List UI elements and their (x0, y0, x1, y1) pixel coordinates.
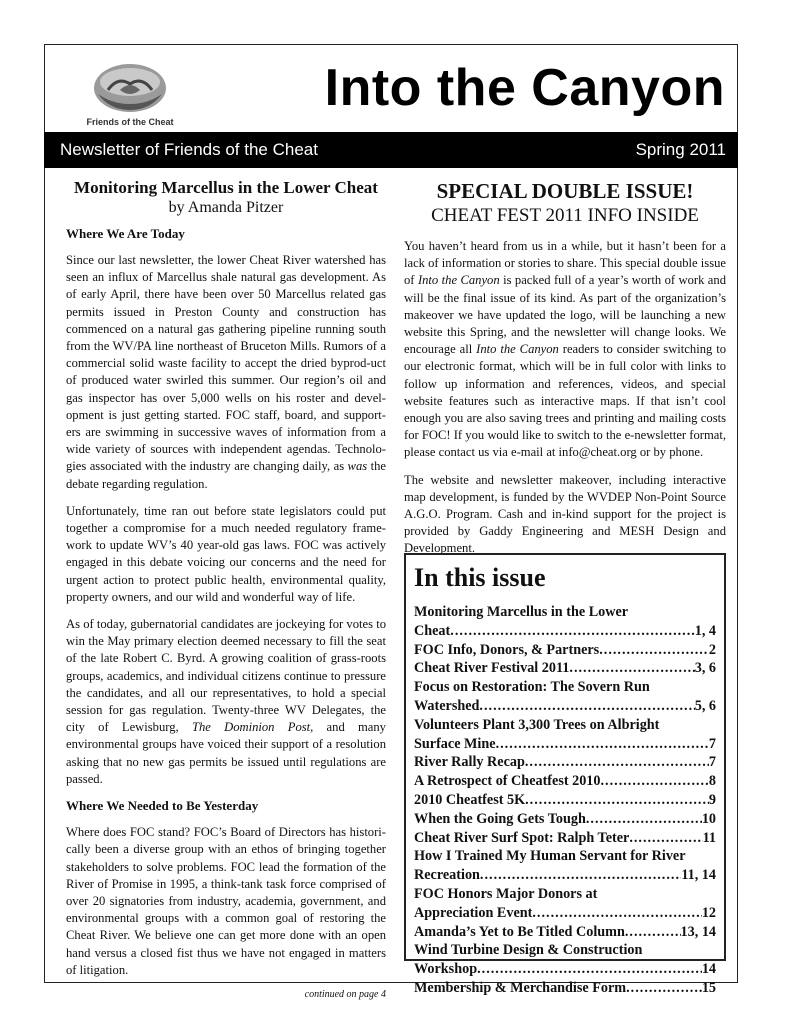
toc-entry (414, 979, 716, 998)
logo-caption: Friends of the Cheat (86, 117, 174, 127)
toc-entry-title-line: Wind Turbine Design & Construction (414, 942, 643, 959)
toc-entry-row (414, 829, 716, 848)
toc-entry-page: 7 (708, 735, 716, 752)
special-issue-article (404, 178, 726, 568)
toc-entry (414, 659, 716, 678)
toc-leader-dots (569, 659, 694, 678)
article-paragraph-4: Where does FOC stand? FOC’s Board of Directors has histori-cally been a diverse group with an ethos of bringing together stakeholders to solve problems. FOC lead the formation of the River of Promise in 1995, a think-tank task force comprised of over 20 signatories from industry, academia, government, and environmental groups with a common goal of restoring the Cheat River. We believe one can get more done with an open hand versus a closed fist thus we have not engaged in matters of litigation. (66, 825, 386, 977)
article-byline: by Amanda Pitzer (168, 199, 284, 216)
toc-entry-row (414, 923, 716, 942)
article-paragraph-3: As of today, gubernatorial candidates are jockeying for votes to win the May primary election deemed necessary to fill the seat of the late Robert C. Byrd. A growing coalition of grass-roots groups, academics, and individual citizens continue to pressure the candidates, and all our representatives, to hold a special session for gas regulation. Twenty-three WV Delegates, the city of Lewisburg, The Dominion Post, and many environmental groups have voiced their support of a resolution asking that no new gas permits be issued until regulations are passed. (66, 617, 386, 786)
toc-entry-page: 3, 6 (694, 660, 716, 677)
toc-entry-title-line: Monitoring Marcellus in the Lower (414, 604, 629, 620)
toc-entry-page: 10 (701, 810, 716, 827)
toc-entry (414, 641, 716, 660)
toc-entry-row (414, 979, 716, 998)
toc-entry (414, 716, 716, 754)
toc-entry-page: 14 (701, 961, 716, 978)
toc-entry-page: 1, 4 (694, 622, 716, 639)
special-issue-subtitle: CHEAT FEST 2011 INFO INSIDE (431, 205, 699, 226)
toc-entry (414, 885, 716, 923)
toc-entry (414, 603, 716, 641)
toc-leader-dots (629, 829, 702, 848)
article-title: Monitoring Marcellus in the Lower Cheat (74, 178, 378, 197)
toc-entry (414, 829, 716, 848)
banner-newsletter-name: Newsletter of Friends of the Cheat (60, 140, 318, 159)
toc-entry-title: Cheat River Festival 2011 (414, 660, 570, 677)
section-heading-today: Where We Are Today (66, 226, 185, 241)
toc-entry-page: 5, 6 (694, 697, 716, 714)
toc-entry-title: Recreation (414, 867, 480, 884)
toc-leader-dots (479, 697, 694, 716)
toc-entry-row (414, 735, 716, 754)
toc-entry-title-line: Focus on Restoration: The Sovern Run (414, 679, 650, 696)
section-heading-yesterday: Where We Needed to Be Yesterday (66, 798, 259, 814)
toc-leader-dots (525, 753, 709, 772)
toc-entry-title: Cheat (414, 622, 451, 639)
toc-entry-title: Watershed (414, 697, 480, 714)
toc-entry-row (414, 772, 716, 791)
toc-entry-page: 9 (708, 791, 716, 808)
toc-entry-row (414, 791, 716, 810)
toc-entry-row (414, 810, 716, 829)
toc-entry-title-line: FOC Honors Major Donors at (414, 885, 598, 902)
toc-leader-dots (496, 735, 709, 754)
toc-entry-page: 12 (701, 904, 716, 921)
special-issue-title: SPECIAL DOUBLE ISSUE! (436, 179, 694, 203)
toc-entry-row (414, 659, 716, 678)
toc-entry-title-line: How I Trained My Human Servant for River (414, 848, 686, 865)
toc-entry (414, 923, 716, 942)
toc-entry-title: 2010 Cheatfest 5K (414, 791, 526, 808)
toc-entry-title: Amanda’s Yet to Be Titled Column (414, 923, 625, 940)
toc-entry-title: Cheat River Surf Spot: Ralph Teter (414, 829, 630, 846)
toc-entry (414, 753, 716, 772)
toc-leader-dots (601, 772, 709, 791)
toc-entry (414, 847, 716, 885)
special-paragraph-1: You haven’t heard from us in a while, but it hasn’t been for a lack of information or stories to share. This special double issue of Into the Canyon is packed full of a year’s worth of work and will be the final issue of its kind. As part of the organization’s makeover we have updated the logo, will be launching a new website this Spring, and the newsletter will change looks. We encourage all Into the Canyon readers to consider switching to our electronic format, which will be in full color with links to follow up information and references, videos, and special website features such as interactive maps. If that isn’t cool enough you are also saving trees and printing and mailing costs for FOC! If you would like to switch to the e-newsletter format, please contact us via e-mail at info@cheat.org or by phone. (404, 239, 726, 460)
toc-entry-title: Appreciation Event (414, 904, 533, 921)
toc-entry-row (414, 866, 716, 885)
toc-entry (414, 772, 716, 791)
toc-entry-title: A Retrospect of Cheatfest 2010 (414, 773, 601, 790)
toc-entry-row (414, 641, 716, 660)
main-article (66, 178, 386, 1000)
toc-entry-row (414, 697, 716, 716)
special-paragraph-2: The website and newsletter makeover, including interactive map development, is funded by the WVDEP Non-Point Source A.G.O. Program. Cash and in-kind support for the project is provided by Gaddy Engineering and MESH Design and Development. (404, 472, 726, 556)
toc-leader-dots (480, 866, 681, 885)
article-paragraph-2: Unfortunately, time ran out before state legislators could put together a compromise for a much needed regulatory frame-work to update WV’s 40 year-old gas laws. FOC was actively engaged in this debate voicing our concerns and the need for urgent action to protect public health, environmental quality, property owners, and our wild and wonderful way of life. (66, 503, 386, 604)
toc-entry-title: FOC Info, Donors, & Partners (414, 641, 600, 658)
newsletter-banner (44, 132, 738, 168)
toc-entry-row (414, 960, 716, 979)
toc-entry-title-line: Volunteers Plant 3,300 Trees on Albright (414, 716, 660, 733)
toc-entry-title: Membership & Merchandise Form (414, 979, 627, 996)
toc-leader-dots (525, 791, 709, 810)
toc-entry-page: 11, 14 (681, 867, 716, 884)
toc-entry-page: 15 (701, 979, 716, 996)
toc-entry-page: 11 (702, 829, 716, 846)
toc-entry-title: When the Going Gets Tough (414, 810, 586, 827)
toc-leader-dots (450, 622, 694, 641)
toc-entry-row (414, 904, 716, 923)
toc-entry-page: 13, 14 (680, 923, 716, 940)
toc-title: In this issue (414, 563, 546, 592)
toc-leader-dots (477, 960, 702, 979)
banner-issue-date: Spring 2011 (635, 140, 726, 159)
toc-entry-page: 8 (708, 773, 716, 790)
toc-entry (414, 678, 716, 716)
toc-entry (414, 791, 716, 810)
toc-leader-dots (599, 641, 709, 660)
toc-entry-title: Surface Mine (414, 735, 496, 752)
toc-entry (414, 810, 716, 829)
toc-entry-row (414, 622, 716, 641)
newsletter-title: Into the Canyon (324, 59, 725, 117)
toc-entry-row (414, 753, 716, 772)
toc-leader-dots (625, 923, 681, 942)
toc-leader-dots (586, 810, 702, 829)
toc-entry-title: Workshop (414, 961, 478, 978)
toc-entry-page: 2 (708, 641, 716, 658)
toc-entry-page: 7 (708, 754, 716, 771)
toc-entry-title: River Rally Recap (414, 754, 525, 771)
toc-leader-dots (626, 979, 702, 998)
friends-of-the-cheat-logo (90, 60, 170, 116)
article-paragraph-1: Since our last newsletter, the lower Cheat River watershed has seen an influx of Marcellus shale natural gas development. As of early April, there have been over 50 Marcellus related gas permits issued in Preston County and construction has commenced on a natural gas gathering pipeline running south from the WV/PA line northeast of Bruceton Mills. Rumors of a commercial solid waste facility to accept the dried byprod-uct of produced water swirled this summer. Our region’s oil and gas inspector has over 5,000 wells on his roster and devel-opment is just getting started. FOC staff, board, and support-ers are swimming in successive waves of information from a wide variety of sources with independent agendas. Technolo-gies associated with the industry are changing daily, as was the debate regarding regulation. (66, 253, 386, 491)
toc-entry (414, 941, 716, 979)
toc-leader-dots (532, 904, 701, 923)
toc-list (414, 603, 716, 998)
continued-note: continued on page 4 (304, 988, 386, 1000)
in-this-issue-box (404, 553, 726, 996)
